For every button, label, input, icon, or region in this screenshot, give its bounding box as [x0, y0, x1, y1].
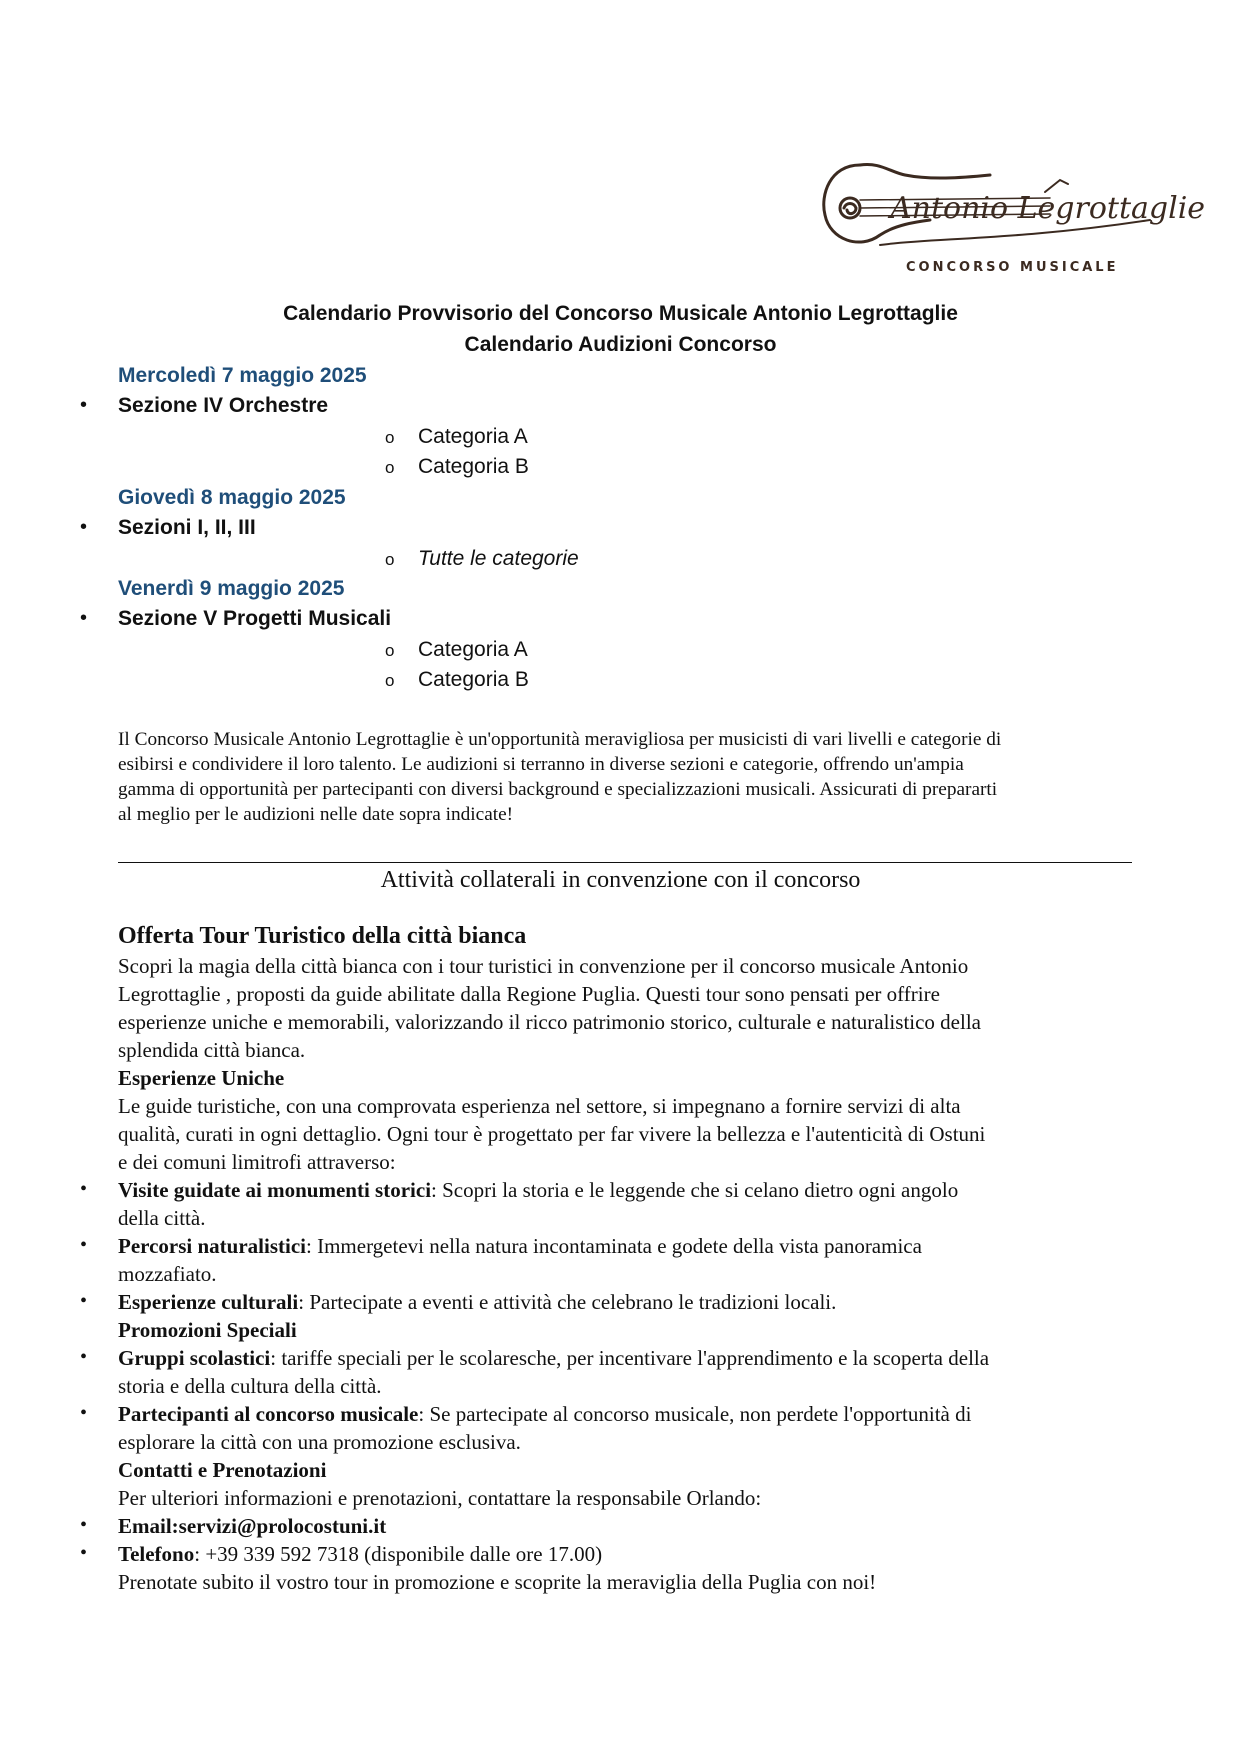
page-title: Calendario Provvisorio del Concorso Musicale Antonio Legrottaglie	[283, 302, 958, 325]
category-item: Categoria B	[418, 668, 529, 691]
experiences-line: qualità, curati in ogni dettaglio. Ogni tour è progettato per far vivere la bellezza e l'autenticità di Ostuni	[118, 1122, 986, 1146]
tour-title: Offerta Tour Turistico della città bianca	[118, 923, 527, 949]
tour-line: Legrottaglie , proposti da guide abilitate dalla Regione Puglia. Questi tour sono pensati per offrire	[118, 982, 940, 1006]
experience-item	[118, 1178, 958, 1203]
tour-line: splendida città bianca.	[118, 1038, 306, 1062]
promotions-title: Promozioni Speciali	[118, 1318, 297, 1342]
intro-line: gamma di opportunità per partecipanti con diversi background e specializzazioni musicali. Assicurati di prepararti	[118, 779, 998, 800]
intro-line: al meglio per le audizioni nelle date sopra indicate!	[118, 804, 514, 825]
date-heading-1: Mercoledì 7 maggio 2025	[118, 364, 367, 387]
circle-bullet-icon: o	[385, 428, 395, 447]
category-item: Categoria A	[418, 638, 528, 661]
item-text: : Se partecipate al concorso musicale, non perdete l'opportunità di	[418, 1402, 972, 1426]
bullet-icon: •	[80, 1178, 88, 1200]
section-label-3: Sezione V Progetti Musicali	[118, 607, 392, 630]
date-heading-2: Giovedì 8 maggio 2025	[118, 486, 346, 509]
divider	[118, 862, 1132, 863]
intro-line: esibirsi e condividere il loro talento. Le audizioni si terranno in diverse sezioni e categorie, offrendo un'ampia	[118, 754, 964, 775]
category-item: Tutte le categorie	[418, 547, 579, 570]
item-label: Partecipanti al concorso musicale	[118, 1402, 419, 1426]
promo-item	[118, 1346, 989, 1371]
bullet-icon: •	[80, 516, 88, 538]
closing-line: Prenotate subito il vostro tour in promozione e scoprite la meraviglia della Puglia con noi!	[118, 1570, 877, 1594]
email-link[interactable]: Email:servizi@prolocostuni.it	[118, 1514, 387, 1538]
experiences-line: Le guide turistiche, con una comprovata esperienza nel settore, si impegnano a fornire servizi di alta	[118, 1094, 961, 1118]
circle-bullet-icon: o	[385, 550, 395, 569]
phone-label: Telefono	[118, 1542, 195, 1566]
phone-text: : +39 339 592 7318 (disponibile dalle ore 17.00)	[194, 1542, 603, 1566]
bullet-icon: •	[80, 1542, 88, 1564]
page-subtitle: Calendario Audizioni Concorso	[464, 333, 777, 356]
item-text: : Immergetevi nella natura incontaminata e godete della vista panoramica	[306, 1234, 922, 1258]
bullet-icon: •	[80, 1402, 88, 1424]
item-text: : tariffe speciali per le scolaresche, per incentivare l'apprendimento e la scoperta della	[270, 1346, 990, 1370]
experience-item-cont: mozzafiato.	[118, 1262, 217, 1286]
experiences-line: e dei comuni limitrofi attraverso:	[118, 1150, 396, 1174]
logo	[820, 150, 1206, 280]
section-label-2: Sezioni I, II, III	[118, 516, 256, 539]
tour-line: Scopri la magia della città bianca con i tour turistici in convenzione per il concorso musicale Antonio	[118, 954, 969, 978]
circle-bullet-icon: o	[385, 671, 395, 690]
experience-item	[118, 1234, 922, 1259]
category-item: Categoria B	[418, 455, 529, 478]
guitar-logo-icon	[820, 150, 1206, 260]
item-text: : Partecipate a eventi e attività che celebrano le tradizioni locali.	[298, 1290, 837, 1314]
logo-subtitle: CONCORSO MUSICALE	[906, 260, 1119, 275]
section-label-1: Sezione IV Orchestre	[118, 394, 329, 417]
tour-line: esperienze uniche e memorabili, valorizzando il ricco patrimonio storico, culturale e naturalistico della	[118, 1010, 981, 1034]
item-label: Gruppi scolastici	[118, 1346, 271, 1370]
bullet-icon: •	[80, 394, 88, 416]
bullet-icon: •	[80, 607, 88, 629]
bullet-icon: •	[80, 1346, 88, 1368]
contacts-title: Contatti e Prenotazioni	[118, 1458, 327, 1482]
phone-item	[118, 1542, 602, 1567]
promo-item-cont: esplorare la città con una promozione esclusiva.	[118, 1430, 521, 1454]
item-label: Visite guidate ai monumenti storici	[118, 1178, 432, 1202]
circle-bullet-icon: o	[385, 458, 395, 477]
experience-item-cont: della città.	[118, 1206, 206, 1230]
date-heading-3: Venerdì 9 maggio 2025	[118, 577, 345, 600]
bullet-icon: •	[80, 1290, 88, 1312]
circle-bullet-icon: o	[385, 641, 395, 660]
experiences-title: Esperienze Uniche	[118, 1066, 285, 1090]
experience-item	[118, 1290, 836, 1315]
promo-item-cont: storia e della cultura della città.	[118, 1374, 382, 1398]
item-label: Esperienze culturali	[118, 1290, 299, 1314]
contacts-intro: Per ulteriori informazioni e prenotazioni, contattare la responsabile Orlando:	[118, 1486, 762, 1510]
promo-item	[118, 1402, 971, 1427]
bullet-icon: •	[80, 1514, 88, 1536]
bullet-icon: •	[80, 1234, 88, 1256]
item-text: : Scopri la storia e le leggende che si celano dietro ogni angolo	[431, 1178, 959, 1202]
intro-line: Il Concorso Musicale Antonio Legrottaglie è un'opportunità meravigliosa per musicisti di vari livelli e categorie di	[118, 729, 1002, 750]
item-label: Percorsi naturalistici	[118, 1234, 306, 1258]
category-item: Categoria A	[418, 425, 528, 448]
logo-script-text: Antonio Legrottaglie	[890, 191, 1206, 226]
collateral-heading: Attività collaterali in convenzione con il concorso	[380, 867, 861, 893]
